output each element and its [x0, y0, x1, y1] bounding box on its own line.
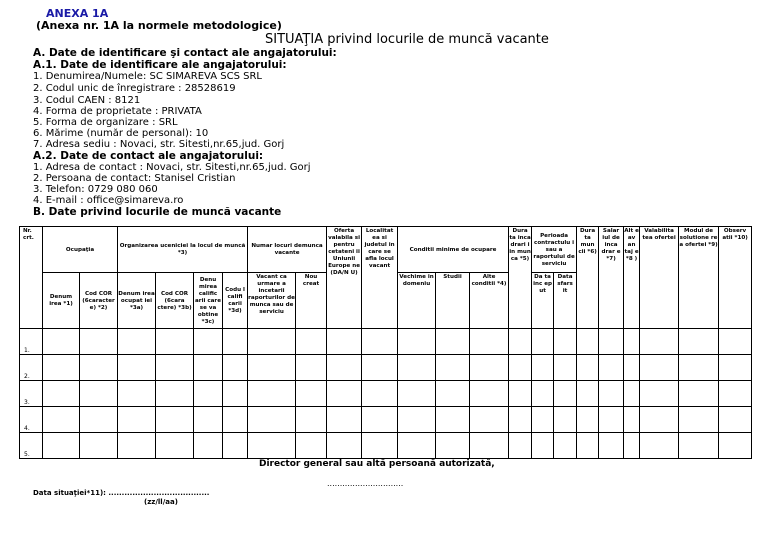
header-cod-cor: Cod COR (6caracter e) *2): [80, 273, 118, 329]
section-b-heading: B. Date privind locurile de muncă vacante: [33, 206, 282, 218]
table-cell[interactable]: [118, 381, 156, 407]
table-row: [20, 355, 752, 381]
table-cell[interactable]: [156, 355, 194, 381]
table-cell[interactable]: [398, 329, 436, 355]
table-cell[interactable]: [436, 433, 470, 459]
table-cell[interactable]: [599, 381, 624, 407]
table-cell[interactable]: [532, 407, 554, 433]
table-cell[interactable]: [554, 381, 577, 407]
header-cod-cor-3b: Cod COR (6cara ctere) *3b): [156, 273, 194, 329]
table-cell[interactable]: [118, 355, 156, 381]
annex-label: ANEXA 1A: [46, 7, 109, 20]
header-durata-muncii: Dura ta mun cii *6): [577, 227, 599, 329]
row-number: 4.: [20, 407, 43, 433]
header-denumirea-ocupatiei: Denum irea ocupat iei *3a): [118, 273, 156, 329]
table-cell[interactable]: [554, 407, 577, 433]
header-vacant: Vacant ca urmare a incetarii raporturilor de munca sau de serviciu: [248, 273, 296, 329]
table-cell[interactable]: [118, 329, 156, 355]
table-cell[interactable]: [509, 329, 532, 355]
table-cell[interactable]: [118, 433, 156, 459]
table-cell[interactable]: [599, 433, 624, 459]
a2-line-address: 1. Adresa de contact : Novaci, str. Sitesti,nr.65,jud. Gorj: [33, 162, 311, 173]
table-cell[interactable]: [80, 381, 118, 407]
table-cell[interactable]: [362, 433, 398, 459]
header-organizarea-uceniciei: Organizarea uceniciei la locul de muncă *3): [118, 227, 248, 273]
table-cell[interactable]: [248, 381, 296, 407]
table-row: [20, 407, 752, 433]
table-cell[interactable]: [640, 433, 679, 459]
a2-line-email: 4. E-mail : office@simareva.ro: [33, 195, 184, 206]
vacancies-table: [19, 226, 752, 459]
header-alte-conditii: Alte conditii *4): [470, 273, 509, 329]
table-cell[interactable]: [296, 355, 327, 381]
table-cell[interactable]: [194, 407, 223, 433]
table-cell[interactable]: [248, 355, 296, 381]
header-salariul: Salar iul de inca drar e *7): [599, 227, 624, 329]
section-a2-heading: A.2. Date de contact ale angajatorului:: [33, 150, 264, 162]
table-cell[interactable]: [624, 433, 640, 459]
a1-line-ownership: 4. Forma de proprietate : PRIVATA: [33, 106, 202, 117]
table-cell[interactable]: [532, 329, 554, 355]
table-cell[interactable]: [398, 381, 436, 407]
section-a-heading: A. Date de identificare şi contact ale angajatorului:: [33, 47, 337, 59]
table-cell[interactable]: [554, 355, 577, 381]
table-cell[interactable]: [470, 407, 509, 433]
table-cell[interactable]: [156, 433, 194, 459]
table-cell[interactable]: [532, 355, 554, 381]
table-cell[interactable]: [719, 355, 752, 381]
header-valabilitatea: Valabilita tea ofertei: [640, 227, 679, 329]
table-cell[interactable]: [624, 381, 640, 407]
a2-line-contact-person: 2. Persoana de contact: Stanisel Cristian: [33, 173, 236, 184]
table-cell[interactable]: [398, 355, 436, 381]
table-cell[interactable]: [327, 407, 362, 433]
table-cell[interactable]: [532, 381, 554, 407]
header-alte-avantaje: Alt e av an taj e *8 ): [624, 227, 640, 329]
header-data-incepere: Da ta inc ep ut: [532, 273, 554, 329]
table-cell[interactable]: [156, 407, 194, 433]
table-cell[interactable]: [532, 433, 554, 459]
table-cell[interactable]: [43, 329, 80, 355]
header-vechime: Vechime in domeniu: [398, 273, 436, 329]
a1-line-name: 1. Denumirea/Numele: SC SIMAREVA SCS SRL: [33, 71, 262, 82]
table-cell[interactable]: [624, 329, 640, 355]
table-cell[interactable]: [248, 433, 296, 459]
table-row: [20, 433, 752, 459]
table-cell[interactable]: [248, 407, 296, 433]
table-cell[interactable]: [327, 433, 362, 459]
table-cell[interactable]: [223, 407, 248, 433]
table-row: [20, 381, 752, 407]
table-cell[interactable]: [554, 329, 577, 355]
row-number: 1.: [20, 329, 43, 355]
table-cell[interactable]: [554, 433, 577, 459]
table-cell[interactable]: [156, 381, 194, 407]
table-cell[interactable]: [599, 355, 624, 381]
a1-line-size: 6. Mărime (număr de personal): 10: [33, 128, 209, 139]
table-cell[interactable]: [679, 407, 719, 433]
table-cell[interactable]: [509, 355, 532, 381]
table-cell[interactable]: [599, 407, 624, 433]
header-nou-creat: Nou creat: [296, 273, 327, 329]
table-cell[interactable]: [640, 407, 679, 433]
a1-line-caen: 3. Codul CAEN : 8121: [33, 95, 141, 106]
table-cell[interactable]: [577, 381, 599, 407]
table-row: [20, 329, 752, 355]
table-cell[interactable]: [223, 433, 248, 459]
table-cell[interactable]: [640, 329, 679, 355]
table-cell[interactable]: [436, 381, 470, 407]
table-cell[interactable]: [509, 381, 532, 407]
table-cell[interactable]: [327, 381, 362, 407]
table-cell[interactable]: [296, 381, 327, 407]
table-cell[interactable]: [327, 355, 362, 381]
table-cell[interactable]: [194, 329, 223, 355]
table-cell[interactable]: [327, 329, 362, 355]
table-cell[interactable]: [577, 407, 599, 433]
table-cell[interactable]: [362, 329, 398, 355]
header-perioada-contractului: Perioada contractulu i sau a raportului de serviciu: [532, 227, 577, 273]
table-cell[interactable]: [398, 407, 436, 433]
header-modul-solutionare: Modul de solutione re a ofertei *9): [679, 227, 719, 329]
table-cell[interactable]: [470, 355, 509, 381]
header-oferta-ue: Oferta valabila si pentru cetateni ii Uniunii Europe ne (DA/N U): [327, 227, 362, 329]
header-nr-crt: Nr. crt.: [20, 227, 43, 329]
section-a1-heading: A.1. Date de identificare ale angajatorului:: [33, 59, 287, 71]
table-cell[interactable]: [577, 329, 599, 355]
table-cell[interactable]: [719, 381, 752, 407]
table-cell[interactable]: [43, 355, 80, 381]
table-cell[interactable]: [194, 381, 223, 407]
table-cell[interactable]: [679, 433, 719, 459]
annex-subtitle: (Anexa nr. 1A la normele metodologice): [36, 19, 282, 32]
table-cell[interactable]: [436, 329, 470, 355]
a1-line-address: 7. Adresa sediu : Novaci, str. Sitesti,nr.65,jud. Gorj: [33, 139, 285, 150]
table-cell[interactable]: [223, 329, 248, 355]
a1-line-cui: 2. Codul unic de înregistrare : 28528619: [33, 83, 236, 94]
table-cell[interactable]: [436, 407, 470, 433]
table-cell[interactable]: [599, 329, 624, 355]
table-cell[interactable]: [156, 329, 194, 355]
date-format: (zz/ll/aa): [144, 498, 178, 506]
table-cell[interactable]: [719, 433, 752, 459]
table-cell[interactable]: [43, 433, 80, 459]
table-cell[interactable]: [624, 355, 640, 381]
table-cell[interactable]: [679, 381, 719, 407]
table-cell[interactable]: [296, 329, 327, 355]
table-cell[interactable]: [470, 381, 509, 407]
table-cell[interactable]: [679, 355, 719, 381]
table-cell[interactable]: [223, 381, 248, 407]
header-conditii-minime: Conditii minime de ocupare: [398, 227, 509, 273]
header-denumirea: Denum irea *1): [43, 273, 80, 329]
table-cell[interactable]: [118, 407, 156, 433]
row-number: 2.: [20, 355, 43, 381]
table-cell[interactable]: [470, 433, 509, 459]
table-cell[interactable]: [577, 355, 599, 381]
table-cell[interactable]: [80, 407, 118, 433]
table-cell[interactable]: [509, 407, 532, 433]
table-cell[interactable]: [43, 381, 80, 407]
table-cell[interactable]: [80, 329, 118, 355]
table-cell[interactable]: [80, 355, 118, 381]
header-numar-locuri: Numar locuri demunca vacante: [248, 227, 327, 273]
table-cell[interactable]: [80, 433, 118, 459]
signature-line: ..............................: [327, 479, 404, 488]
table-cell[interactable]: [624, 407, 640, 433]
director-label: Director general sau altă persoană autorizată,: [259, 459, 495, 469]
header-observatii: Observ atii *10): [719, 227, 752, 329]
row-number: 3.: [20, 381, 43, 407]
table-cell[interactable]: [640, 381, 679, 407]
header-data-sfarsit: Data sfars it: [554, 273, 577, 329]
table-cell[interactable]: [719, 407, 752, 433]
table-cell[interactable]: [194, 433, 223, 459]
table-cell[interactable]: [398, 433, 436, 459]
date-line: Data situaţiei*11): ......................................: [33, 489, 210, 497]
table-cell[interactable]: [223, 355, 248, 381]
table-cell[interactable]: [362, 355, 398, 381]
header-localitatea: Localitat ea si judetul in care se afla locul vacant: [362, 227, 398, 329]
a1-line-organization: 5. Forma de organizare : SRL: [33, 117, 178, 128]
table-cell[interactable]: [640, 355, 679, 381]
header-durata-incadrarii: Dura ta inca drari i in mun ca *5): [509, 227, 532, 329]
a2-line-phone: 3. Telefon: 0729 080 060: [33, 184, 158, 195]
header-studii: Studii: [436, 273, 470, 329]
header-denumirea-calificarii: Denu mirea calific arii care se va obtine *3c): [194, 273, 223, 329]
header-ocupatia: Ocupaţia: [43, 227, 118, 273]
row-number: 5.: [20, 433, 43, 459]
table-cell[interactable]: [679, 329, 719, 355]
table-cell[interactable]: [362, 381, 398, 407]
table-cell[interactable]: [470, 329, 509, 355]
table-cell[interactable]: [509, 433, 532, 459]
table-cell[interactable]: [248, 329, 296, 355]
document-title: SITUAŢIA privind locurile de muncă vacante: [265, 32, 549, 47]
table-cell[interactable]: [296, 407, 327, 433]
table-cell[interactable]: [296, 433, 327, 459]
table-cell[interactable]: [43, 407, 80, 433]
table-cell[interactable]: [719, 329, 752, 355]
table-cell[interactable]: [194, 355, 223, 381]
table-cell[interactable]: [577, 433, 599, 459]
table-cell[interactable]: [436, 355, 470, 381]
header-codul-calificarii: Codu l califi carii *3d): [223, 273, 248, 329]
table-cell[interactable]: [362, 407, 398, 433]
